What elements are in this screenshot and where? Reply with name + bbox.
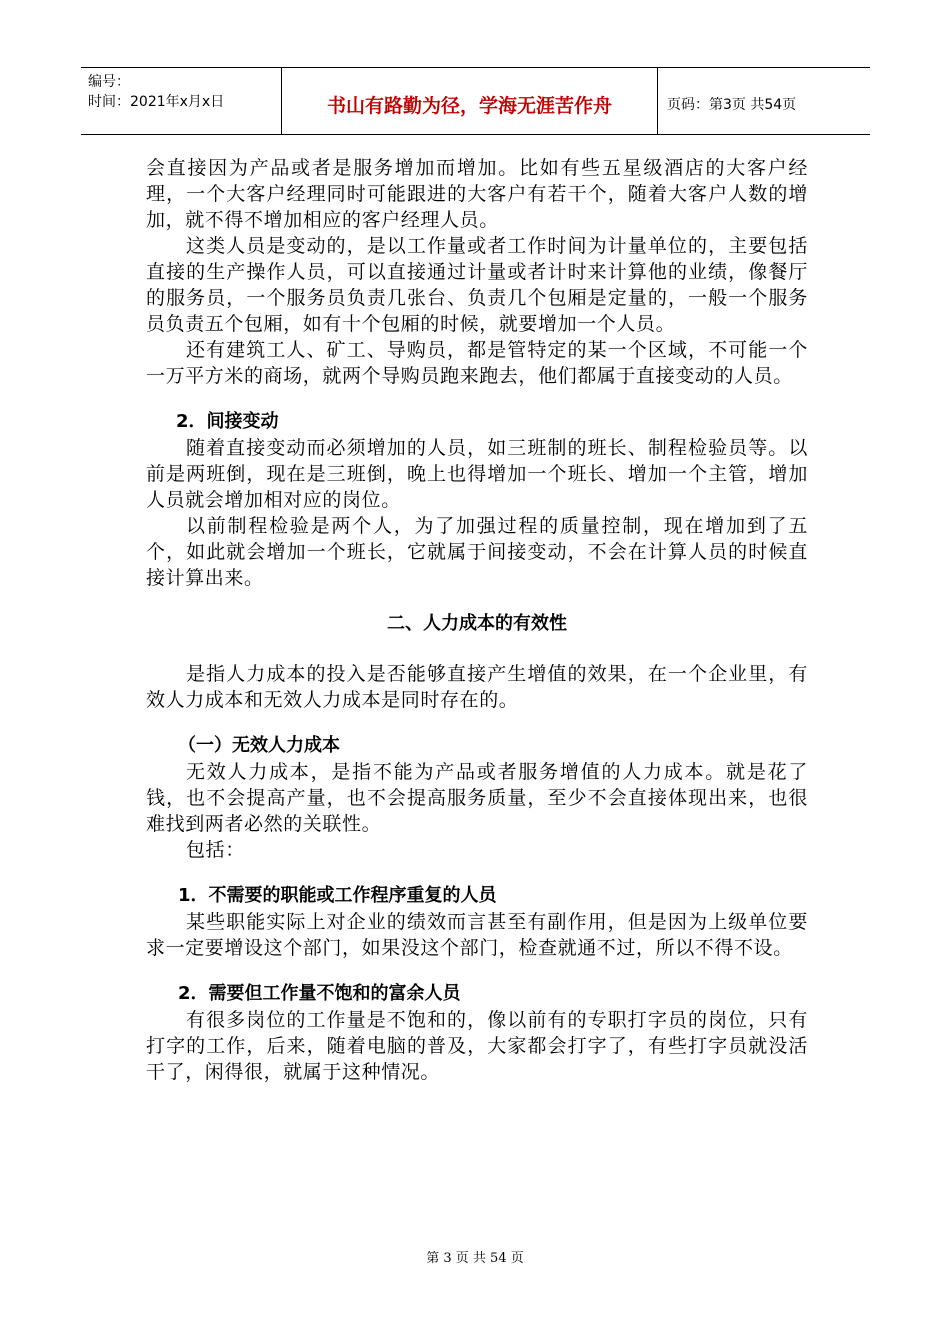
subheading-indirect-change: 2．间接变动 [176, 411, 279, 432]
header-meta [81, 68, 282, 134]
subheading-item-2: 2．需要但工作量不饱和的富余人员 [178, 983, 461, 1004]
subheading-invalid-cost: （一）无效人力成本 [178, 735, 340, 756]
paragraph: 这类人员是变动的，是以工作量或者工作时间为计量单位的，主要包括直接的生产操作人员，可以直接通过计量或者计时来计算他的业绩，像餐厅的服务员，一个服务员负责几张台、负责几个包厢是定量的，一般一个服务员负责五个包厢，如有十个包厢的时候，就要增加一个人员。 [146, 235, 808, 335]
paragraph: 无效人力成本，是指不能为产品或者服务增值的人力成本。就是花了钱，也不会提高产量，也不会提高服务质量，至少不会直接体现出来，也很难找到两者必然的关联性。 [146, 761, 808, 835]
paragraph: 还有建筑工人、矿工、导购员，都是管特定的某一个区域，不可能一个一万平方米的商场，就两个导购员跑来跑去，他们都属于直接变动的人员。 [146, 339, 808, 387]
paragraph: 包括： [186, 839, 245, 861]
paragraph: 随着直接变动而必须增加的人员，如三班制的班长、制程检验员等。以前是两班倒，现在是三班倒，晚上也得增加一个班长、增加一个主管，增加人员就会增加相对应的岗位。 [146, 437, 808, 511]
header-page-info: 页码：第3页 共54页 [667, 97, 797, 113]
document-time-label: 时间：2021年x月x日 [88, 94, 225, 110]
subheading-item-1: 1．不需要的职能或工作程序重复的人员 [178, 885, 497, 906]
page-footer: 第 3 页 共 54 页 [426, 1251, 524, 1266]
document-body [146, 155, 808, 1085]
header-motto: 书山有路勤为径，学海无涯苦作舟 [282, 68, 658, 134]
section-heading: 二、人力成本的有效性 [387, 613, 567, 634]
paragraph: 以前制程检验是两个人，为了加强过程的质量控制，现在增加到了五个，如此就会增加一个班长，它就属于间接变动，不会在计算人员的时候直接计算出来。 [146, 515, 808, 589]
paragraph: 会直接因为产品或者是服务增加而增加。比如有些五星级酒店的大客户经理，一个大客户经理同时可能跟进的大客户有若干个，随着大客户人数的增加，就不得不增加相应的客户经理人员。 [146, 157, 808, 231]
page-header [81, 67, 870, 135]
paragraph: 是指人力成本的投入是否能够直接产生增值的效果，在一个企业里，有效人力成本和无效人力成本是同时存在的。 [146, 663, 808, 711]
paragraph: 某些职能实际上对企业的绩效而言甚至有副作用，但是因为上级单位要求一定要增设这个部门，如果没这个部门，检查就通不过，所以不得不设。 [146, 911, 808, 959]
paragraph: 有很多岗位的工作量是不饱和的，像以前有的专职打字员的岗位，只有打字的工作，后来，随着电脑的普及，大家都会打字了，有些打字员就没活干了，闲得很，就属于这种情况。 [146, 1009, 808, 1083]
document-number-label: 编号： [88, 74, 130, 90]
